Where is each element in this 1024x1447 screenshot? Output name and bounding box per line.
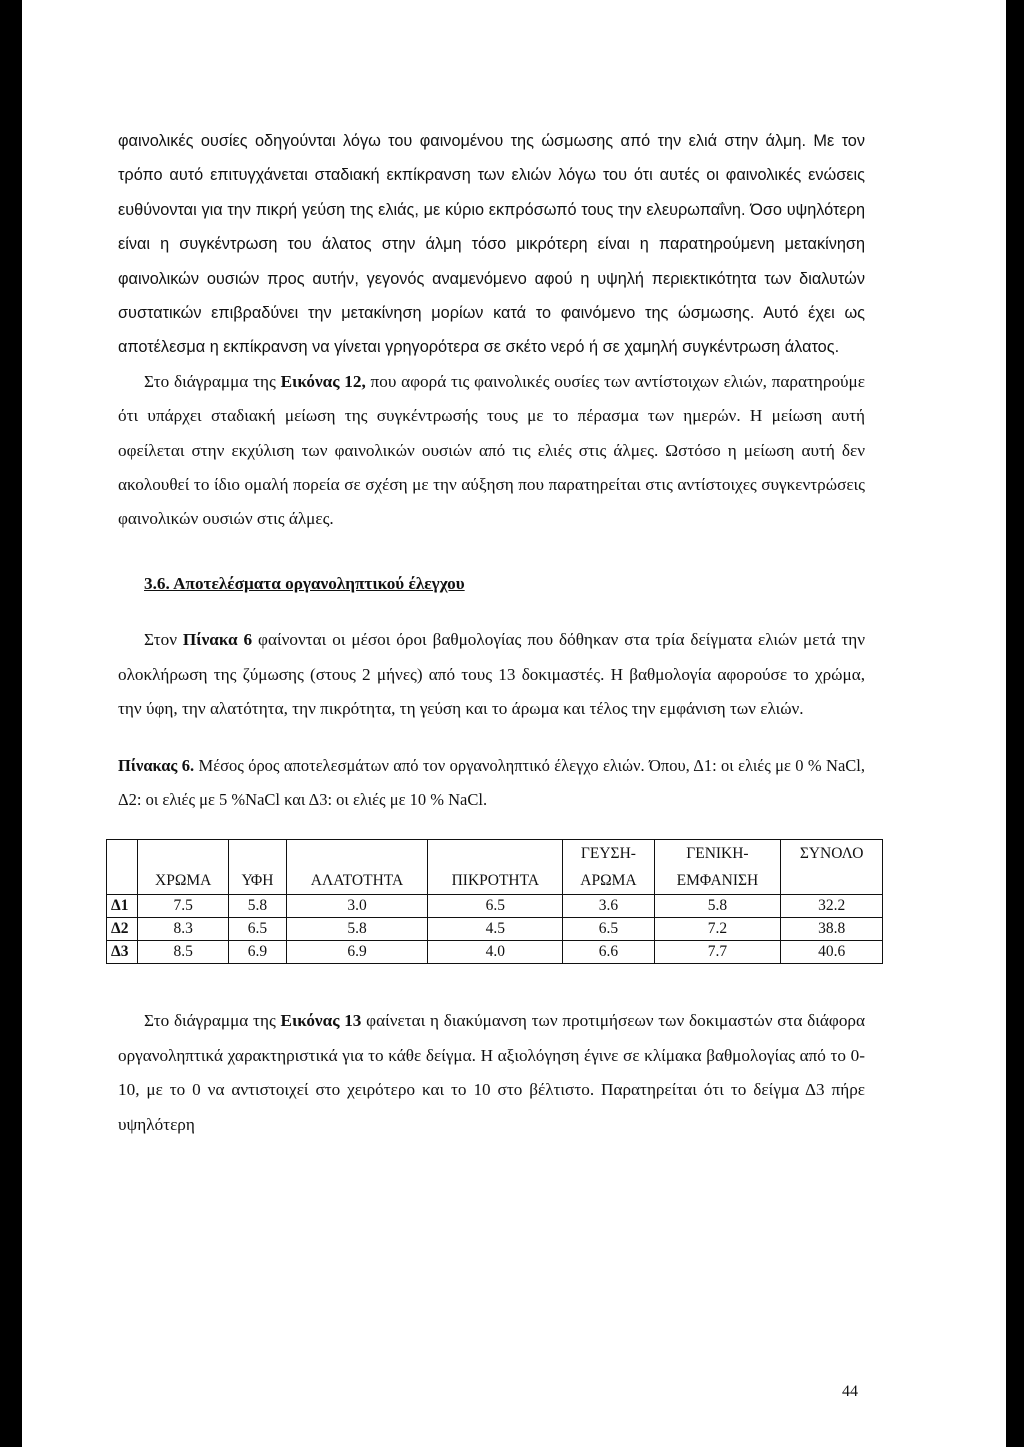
table-cell: 5.8: [286, 918, 428, 941]
table-cell: 32.2: [781, 895, 883, 918]
page-number: 44: [842, 1383, 858, 1400]
table-row: [107, 941, 883, 964]
header-line-1: ΓΕΥΣΗ-: [580, 845, 636, 863]
header-line-2: ΕΜΦΑΝΙΣΗ: [676, 872, 759, 890]
header-color: [138, 840, 229, 895]
row-label: Δ1: [107, 895, 138, 918]
sensory-results-table: [106, 839, 883, 964]
table-cell: 6.6: [563, 941, 654, 964]
spacer: [118, 964, 865, 1004]
header-bitterness: [428, 840, 563, 895]
header-taste-aroma: [563, 840, 654, 895]
row-label: Δ3: [107, 941, 138, 964]
paragraph-text: Στον: [144, 630, 183, 650]
paragraph-table-6: [118, 623, 865, 726]
header-line-2: ΥΦΗ: [241, 872, 274, 890]
spacer: [118, 601, 865, 623]
spacer: [118, 537, 865, 567]
table-cell: 5.8: [654, 895, 781, 918]
table-cell: 4.0: [428, 941, 563, 964]
table-cell: 3.6: [563, 895, 654, 918]
table-6-reference: Πίνακα 6: [182, 630, 253, 650]
page-content: [111, 124, 866, 1142]
table-cell: 7.2: [654, 918, 781, 941]
header-general-appearance: [654, 840, 781, 895]
table-row: [107, 918, 883, 941]
header-line-2: ΧΡΩΜΑ: [155, 872, 212, 890]
table-cell: 40.6: [781, 941, 883, 964]
header-texture: [229, 840, 286, 895]
table-caption: [118, 749, 865, 818]
header-line-1: ΣΥΝΟΛΟ: [799, 845, 864, 863]
table-cell: 3.0: [286, 895, 428, 918]
table-caption-text: Μέσος όρος αποτελεσμάτων από τον οργανοληπτικό έλεγχο ελιών. Όπου, Δ1: οι ελιές με 0 % NaCl, Δ2: οι ελιές με 5 %NaCl και Δ3: οι ελιές με 10 % NaCl.: [118, 755, 865, 809]
table-cell: 7.7: [654, 941, 781, 964]
figure-13-reference: Εικόνας 13: [280, 1011, 362, 1031]
header-line-2: ΑΛΑΤΟΤΗΤΑ: [310, 872, 404, 890]
table-cell: 6.9: [229, 941, 286, 964]
table-cell: 6.9: [286, 941, 428, 964]
document-page: [22, 0, 1006, 1447]
paragraph-figure-13: [118, 1004, 865, 1142]
spacer: [118, 727, 865, 749]
table-header-row: [107, 840, 883, 895]
table-corner-cell: [107, 840, 138, 895]
table-cell: 5.8: [229, 895, 286, 918]
paragraph-text: φαίνονται οι μέσοι όροι βαθμολογίας που δόθηκαν στα τρία δείγματα ελιών μετά την ολοκλήρωση της ζύμωσης (στους 2 μήνες) από τους 13 δοκιμαστές. Η βαθμολογία αφορούσε το χρώμα, την ύφη, την αλατότητα, την πικρότητα, τη γεύση και το άρωμα και τέλος την εμφάνιση των ελιών.: [118, 630, 866, 719]
header-line-2: ΠΙΚΡΟΤΗΤΑ: [451, 872, 540, 890]
table-cell: 38.8: [781, 918, 883, 941]
paragraph-text: Στο διάγραμμα της: [144, 1011, 281, 1031]
header-total: [781, 840, 883, 895]
paragraph-text: που αφορά τις φαινολικές ουσίες των αντίστοιχων ελιών, παρατηρούμε ότι υπάρχει σταδιακή μείωση της συγκέντρωσής τους με το πέρασμα των ημερών. Η μείωση αυτή οφείλεται στην εκχύλιση των φαινολικών ουσιών από τις ελιές στις άλμες. Ωστόσο η μείωση αυτή δεν ακολουθεί το ίδιο ομαλή πορεία σε σχέση με την αύξηση που παρατηρείται στις αντίστοιχες συγκεντρώσεις φαινολικών ουσιών στις άλμες.: [118, 371, 865, 529]
paragraph-text: Στο διάγραμμα της: [144, 371, 281, 391]
table-cell: 6.5: [229, 918, 286, 941]
header-line-2: ΑΡΩΜΑ: [580, 872, 637, 890]
table-cell: 6.5: [563, 918, 654, 941]
figure-12-reference: Εικόνας 12,: [280, 371, 366, 391]
table-cell: 6.5: [428, 895, 563, 918]
row-label: Δ2: [107, 918, 138, 941]
paragraph-figure-12: [118, 365, 865, 537]
table-cell: 8.5: [138, 941, 229, 964]
table-caption-label: Πίνακας 6.: [118, 755, 195, 775]
table-cell: 7.5: [138, 895, 229, 918]
paragraph-phenolic-osmosis: φαινολικές ουσίες οδηγούνται λόγω του φαινομένου της ώσμωσης από την ελιά στην άλμη. Με τον τρόπο αυτό επιτυγχάνεται σταδιακή εκπίκρανση των ελιών λόγω του ότι αυτές οι φαινολικές ενώσεις ευθύνονται για την πικρή γεύση της ελιάς, με κύριο εκπρόσωπό τους την ελευρωπαΐνη. Όσο υψηλότερη είναι η συγκέντρωση του άλατος στην άλμη τόσο μικρότερη είναι η παρατηρούμενη μετακίνηση φαινολικών ουσιών προς αυτήν, γεγονός αναμενόμενο αφού η υψηλή περιεκτικότητα των διαλυτών συστατικών επιβραδύνει την μετακίνηση μορίων κατά το φαινόμενο της ώσμωσης. Αυτό έχει ως αποτέλεσμα η εκπίκρανση να γίνεται γρηγορότερα σε σκέτο νερό ή σε χαμηλή συγκέντρωση άλατος.: [118, 132, 865, 357]
header-line-1: ΓΕΝΙΚΗ-: [686, 845, 749, 863]
table-cell: 8.3: [138, 918, 229, 941]
header-saltiness: [286, 840, 428, 895]
section-heading: 3.6. Αποτελέσματα οργανοληπτικού έλεγχου: [144, 573, 465, 593]
table-row: [107, 895, 883, 918]
paragraph-text: φαίνεται η διακύμανση των προτιμήσεων των δοκιμαστών στα διάφορα οργανοληπτικά χαρακτηριστικά για το κάθε δείγμα. Η αξιολόγηση έγινε σε κλίμακα βαθμολογίας από το 0-10, με το 0 να αντιστοιχεί στο χειρότερο και το 10 στο βέλτιστο. Παρατηρείται ότι το δείγμα Δ3 πήρε υψηλότερη: [118, 1011, 865, 1134]
table-cell: 4.5: [428, 918, 563, 941]
